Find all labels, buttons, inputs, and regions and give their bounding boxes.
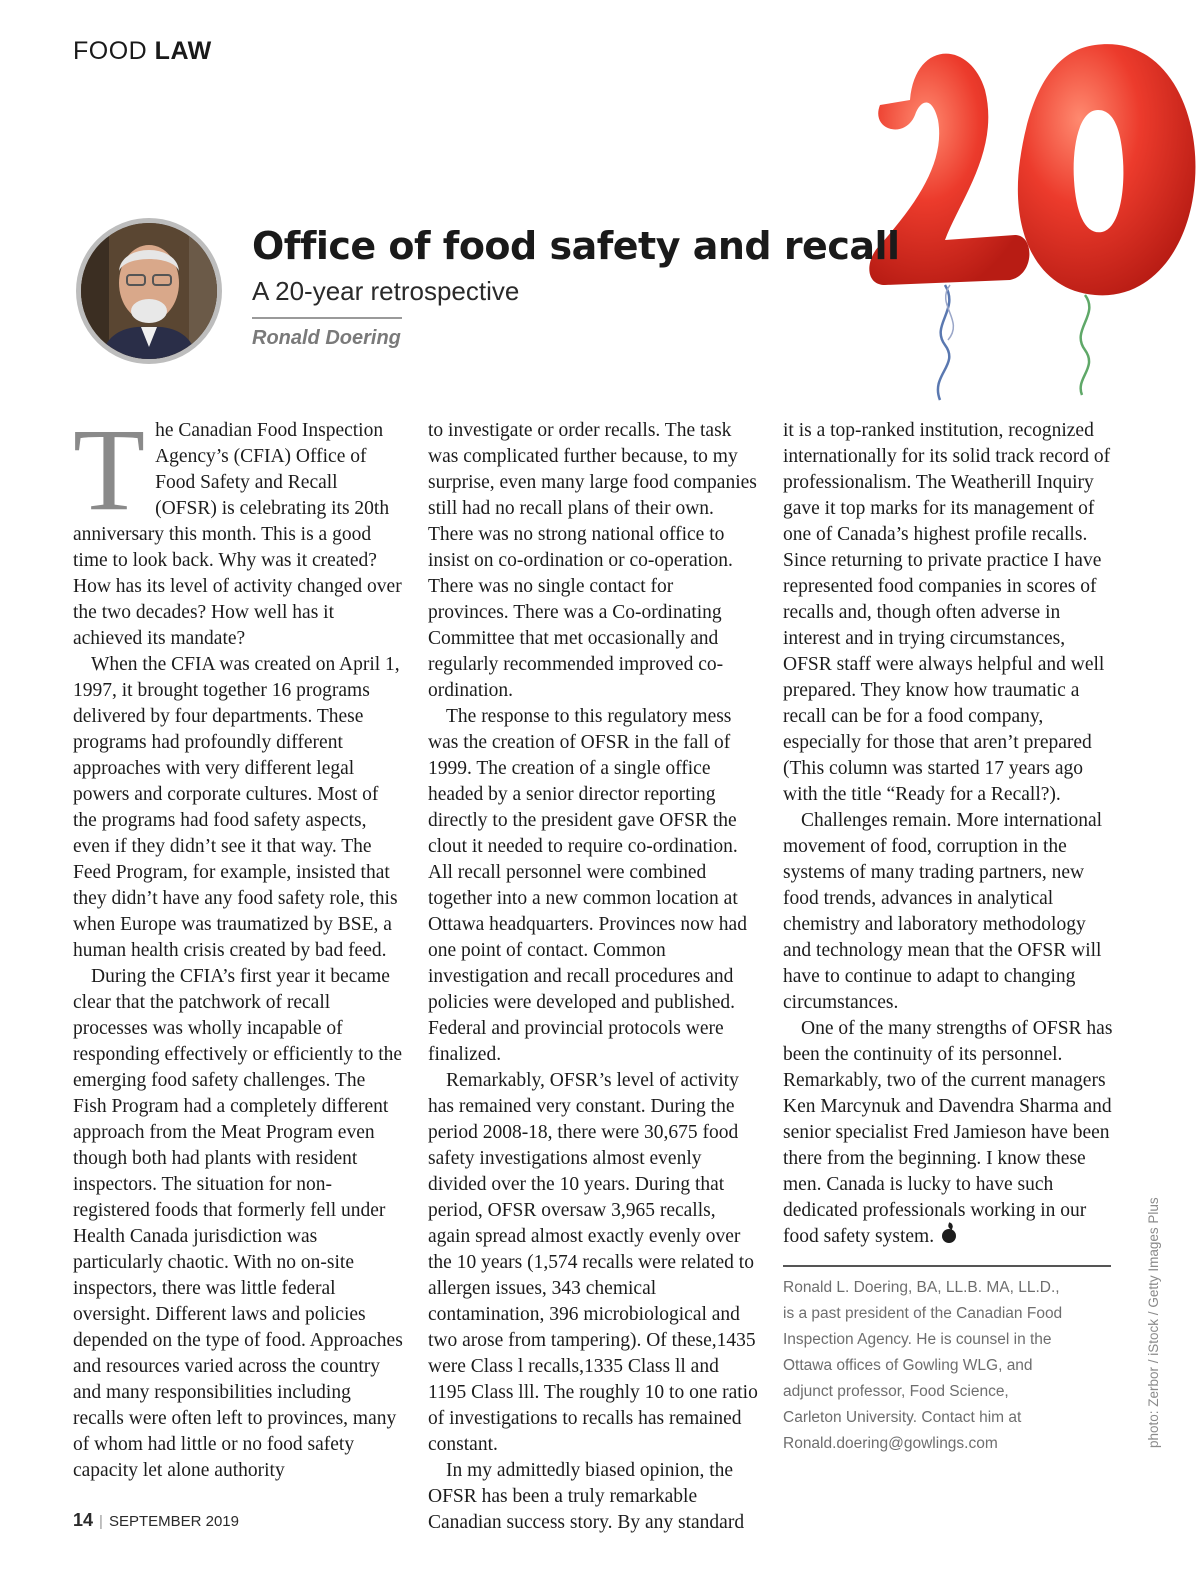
- article-paragraph: he Canadian Food Inspection Agency’s (CFIA) Office of Food Safety and Recall (OFSR) is celebrating its 20th anniversary this month. This is a good time to look back. Why was it created? How has its level of activity changed over the two decades? How well has it achieved its mandate?: [73, 420, 402, 649]
- article-paragraph: The response to this regulatory mess was the creation of OFSR in the fall of 1999. The creation of a single office headed by a senior director reporting directly to the president gave OFSR the clout it needed to require co-ordination. All recall personnel were combined together into a new common location at Ottawa headquarters. Provinces now had one point of contact. Common investigation and recall procedures and policies were developed and published. Federal and provincial protocols were finalized.: [428, 706, 747, 1065]
- drop-cap: T: [73, 404, 146, 535]
- article-paragraph: to investigate or order recalls. The task was complicated further because, to my surprise, even many large food companies still had no recall plans of their own. There was no strong national office to insist on co-ordination or co-operation. There was no single contact for provinces. There was a Co-ordinating Committee that met occasionally and regularly recommended improved co-ordination.: [428, 420, 757, 701]
- issue-date: SEPTEMBER 2019: [108, 1513, 239, 1530]
- bio-line: is a past president of the Canadian Food: [783, 1305, 1063, 1322]
- article-subtitle: A 20-year retrospective: [252, 276, 520, 306]
- article-paragraph: In my admittedly biased opinion, the OFSR has been a truly remarkable Canadian success story. By any standard: [428, 1460, 745, 1533]
- section-label: [73, 37, 212, 66]
- page-number: 14: [73, 1510, 94, 1530]
- end-mark-icon: [942, 1229, 956, 1243]
- bio-line: Ottawa offices of Gowling WLG, and: [783, 1357, 1033, 1374]
- article-paragraph: During the CFIA’s first year it became clear that the patchwork of recall processes was wholly incapable of responding effectively or efficiently to the emerging food safety challenges. The Fish Program had a completely different approach from the Meat Program even though both had plants with resident inspectors. The situation for non-registered foods that formerly fell under Health Canada jurisdiction was particularly chaotic. With no on-site inspectors, there was little federal oversight. Different laws and policies depended on the type of food. Approaches and resources varied across the country and many responsibilities including recalls were often left to provinces, many of whom had little or no food safety capacity let alone authority: [73, 966, 403, 1481]
- article-paragraph: Challenges remain. More international movement of food, corruption in the systems of many trading partners, new food trends, advances in analytical chemistry and laboratory methodology and technology mean that the OFSR will have to continue to adapt to changing circumstances.: [783, 810, 1103, 1013]
- bio-line: Ronald L. Doering, BA, LL.B. MA, LL.D.,: [783, 1279, 1060, 1296]
- article-paragraph: When the CFIA was created on April 1, 1997, it brought together 16 programs delivered by four departments. These programs had profoundly different approaches with very different legal powers and corporate cultures. Most of the programs had food safety aspects, even if they didn’t see it that way. The Feed Program, for example, insisted that they didn’t have any food safety role, this when Europe was traumatized by BSE, a human health crisis created by bad feed.: [73, 654, 400, 961]
- article-paragraph: One of the many strengths of OFSR has been the continuity of its personnel. Remarkably, two of the current managers Ken Marcynuk and Davendra Sharma and senior specialist Fred Jamieson have been there from the beginning. I know these men. Canada is lucky to have such dedicated professionals working in our food safety system.: [783, 1018, 1113, 1247]
- photo-credit: photo: Zerbor / iStock / Getty Images Plus: [1146, 1197, 1161, 1448]
- bio-divider: [783, 1265, 1111, 1267]
- author-bio: [783, 1275, 1113, 1457]
- byline-divider: [252, 317, 402, 319]
- bio-email-link[interactable]: Ronald.doering@gowlings.com: [783, 1435, 998, 1452]
- article-column-1: [73, 404, 403, 1484]
- article-paragraph: it is a top-ranked institution, recognized internationally for its solid track record of professionalism. The Weatherill Inquiry gave it top marks for its management of one of Canada’s highest profile recalls. Since returning to private practice I have represented food companies in scores of recalls and, though often adverse in interest and in trying circumstances, OFSR staff were always helpful and well prepared. They know how traumatic a recall can be for a food company, especially for those that aren’t prepared (This column was started 17 years ago with the title “Ready for a Recall?).: [783, 420, 1111, 805]
- author-photo: [76, 218, 222, 364]
- footer-separator: |: [99, 1513, 103, 1530]
- author-byline: Ronald Doering: [252, 327, 401, 349]
- article-paragraph: Remarkably, OFSR’s level of activity has remained very constant. During the period 2008-18, there were 30,675 food safety investigations almost evenly divided over the 10 years. During that period, OFSR oversaw 3,965 recalls, again spread almost exactly evenly over the 10 years (1,574 recalls were related to allergen issues, 343 chemical contamination, 396 microbiological and two arose from tampering). Of these,1435 were Class l recalls,1335 Class ll and 1195 Class lll. The roughly 10 to one ratio of investigations to recalls has remained constant.: [428, 1070, 758, 1455]
- bio-line: Carleton University. Contact him at: [783, 1409, 1022, 1426]
- article-title: Office of food safety and recall: [252, 224, 900, 268]
- bio-line: Inspection Agency. He is counsel in the: [783, 1331, 1052, 1348]
- balloon-20-image: [850, 0, 1200, 410]
- bio-line: adjunct professor, Food Science,: [783, 1383, 1009, 1400]
- article-column-3: [783, 418, 1113, 1250]
- article-column-2: [428, 418, 758, 1536]
- section-label-bold: LAW: [154, 37, 212, 65]
- page-footer: [73, 1510, 239, 1531]
- section-label-light: FOOD: [73, 37, 155, 65]
